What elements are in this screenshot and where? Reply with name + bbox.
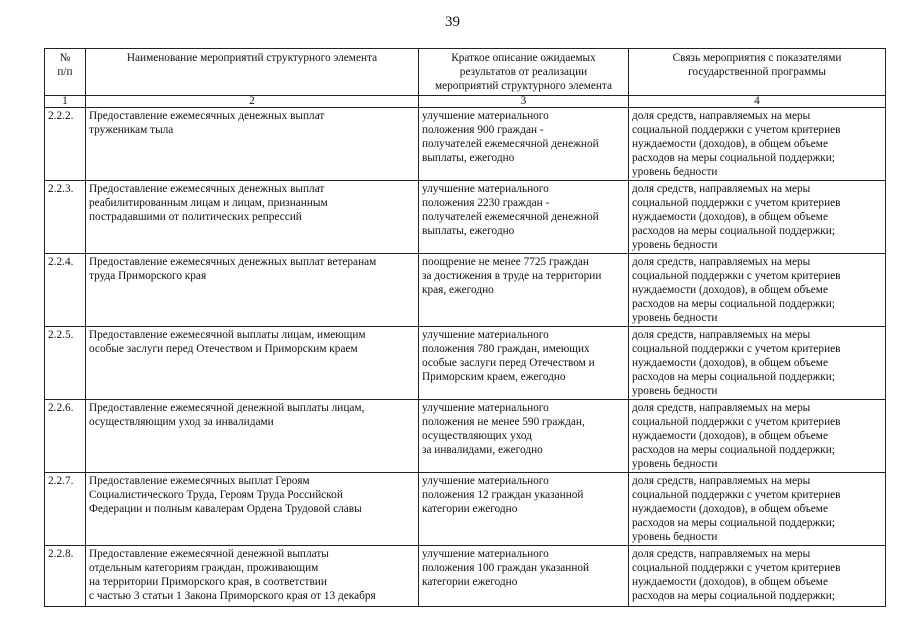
header-number: № п/п [45,49,86,96]
row-number: 2.2.8. [45,546,86,607]
indicator-link: доля средств, направляемых на меры социальной поддержки с учетом критериев нуждаемости (доходов), в общем объеме расходов на меры социальной поддержки; уровень бедности [629,473,886,546]
column-number: 4 [629,96,886,108]
column-number-row [45,96,886,108]
event-name: Предоставление ежемесячных денежных выплат реабилитированным лицам и лицам, признанным пострадавшими от политических репрессий [86,181,419,254]
event-name: Предоставление ежемесячной денежной выплаты лицам, осуществляющим уход за инвалидами [86,400,419,473]
column-number: 2 [86,96,419,108]
row-number: 2.2.5. [45,327,86,400]
table-row [45,108,886,181]
column-number: 3 [419,96,629,108]
indicator-link: доля средств, направляемых на меры социальной поддержки с учетом критериев нуждаемости (доходов), в общем объеме расходов на меры социальной поддержки; [629,546,886,607]
indicator-link: доля средств, направляемых на меры социальной поддержки с учетом критериев нуждаемости (доходов), в общем объеме расходов на меры социальной поддержки; уровень бедности [629,254,886,327]
header-indicator-link: Связь мероприятия с показателями государственной программы [629,49,886,96]
column-number: 1 [45,96,86,108]
row-number: 2.2.2. [45,108,86,181]
row-number: 2.2.4. [45,254,86,327]
expected-result: улучшение материального положения 780 граждан, имеющих особые заслуги перед Отечеством и Приморским краем, ежегодно [419,327,629,400]
table-row [45,254,886,327]
measures-table [44,48,886,607]
expected-result: улучшение материального положения 100 граждан указанной категории ежегодно [419,546,629,607]
table-header-row [45,49,886,96]
header-event-name: Наименование мероприятий структурного элемента [86,49,419,96]
expected-result: улучшение материального положения 900 граждан - получателей ежемесячной денежной выплаты, ежегодно [419,108,629,181]
event-name: Предоставление ежемесячной денежной выплаты отдельным категориям граждан, проживающим на территории Приморского края, в соответствии с частью 3 статьи 1 Закона Приморского края от 13 декабря [86,546,419,607]
table-row [45,400,886,473]
expected-result: поощрение не менее 7725 граждан за достижения в труде на территории края, ежегодно [419,254,629,327]
event-name: Предоставление ежемесячных денежных выплат труженикам тыла [86,108,419,181]
expected-result: улучшение материального положения не менее 590 граждан, осуществляющих уход за инвалидами, ежегодно [419,400,629,473]
event-name: Предоставление ежемесячной выплаты лицам, имеющим особые заслуги перед Отечеством и Приморским краем [86,327,419,400]
indicator-link: доля средств, направляемых на меры социальной поддержки с учетом критериев нуждаемости (доходов), в общем объеме расходов на меры социальной поддержки; уровень бедности [629,327,886,400]
indicator-link: доля средств, направляемых на меры социальной поддержки с учетом критериев нуждаемости (доходов), в общем объеме расходов на меры социальной поддержки; уровень бедности [629,400,886,473]
table-row [45,181,886,254]
table-row [45,546,886,607]
event-name: Предоставление ежемесячных выплат Героям Социалистического Труда, Героям Труда Российской Федерации и полным кавалерам Ордена Трудовой славы [86,473,419,546]
row-number: 2.2.7. [45,473,86,546]
row-number: 2.2.3. [45,181,86,254]
indicator-link: доля средств, направляемых на меры социальной поддержки с учетом критериев нуждаемости (доходов), в общем объеме расходов на меры социальной поддержки; уровень бедности [629,108,886,181]
table-row [45,327,886,400]
row-number: 2.2.6. [45,400,86,473]
table-row [45,473,886,546]
event-name: Предоставление ежемесячных денежных выплат ветеранам труда Приморского края [86,254,419,327]
expected-result: улучшение материального положения 2230 граждан - получателей ежемесячной денежной выплаты, ежегодно [419,181,629,254]
indicator-link: доля средств, направляемых на меры социальной поддержки с учетом критериев нуждаемости (доходов), в общем объеме расходов на меры социальной поддержки; уровень бедности [629,181,886,254]
expected-result: улучшение материального положения 12 граждан указанной категории ежегодно [419,473,629,546]
header-expected-results: Краткое описание ожидаемых результатов от реализации мероприятий структурного элемента [419,49,629,96]
page-number: 39 [445,14,460,30]
